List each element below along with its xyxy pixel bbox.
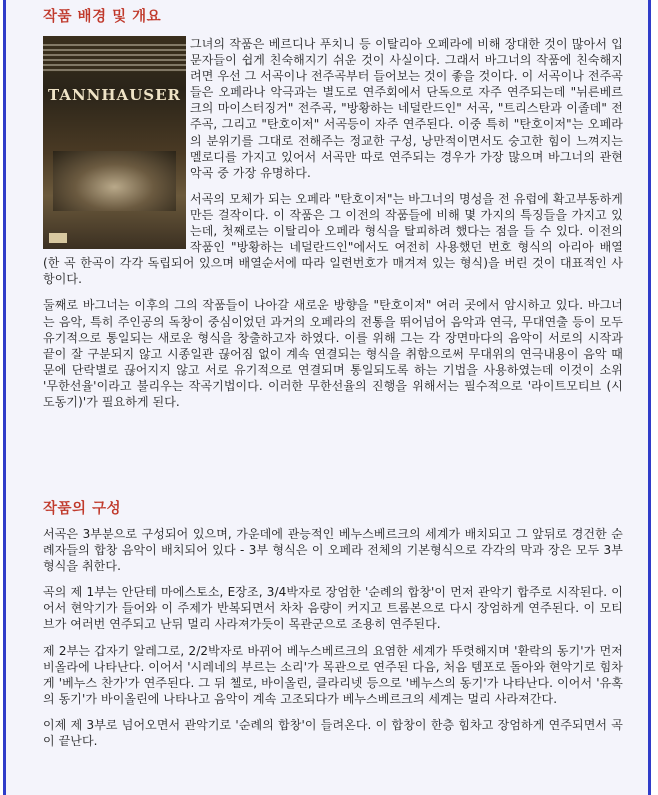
cover-title: TANNHAUSER <box>47 86 182 104</box>
dvd-logo-icon <box>49 233 67 243</box>
paragraph: 서곡은 3부분으로 구성되어 있으며, 가운데에 관능적인 베누스베르크의 세계가 배치되고 그 앞뒤로 경건한 순례자들의 합창 음악이 배치되어 있다 - 3부 형식은 이 오페라 전체의 기본형식으로 각각의 막과 장은 모두 3부 형식을 취한다. <box>43 527 623 574</box>
paragraph: 곡의 제 1부는 안단테 마에스토소, E장조, 3/4박자로 장엄한 '순례의 합창'이 먼저 관악기 합주로 시작된다. 이어서 현악기가 들어와 이 주제가 반복되면서 차차 음량이 커지고 트롬본으로 다시 장엄하게 연주된다. 이 모티브가 여러번 연주되고 난뒤 멀리 사라져가듯이 목관군으로 조용히 연주된다. <box>43 585 623 632</box>
section-structure <box>43 526 623 759</box>
cover-label-lines <box>43 44 186 72</box>
paragraph: 둘째로 바그너는 이후의 그의 작품들이 나아갈 새로운 방향을 "탄호이저" 여러 곳에서 암시하고 있다. 바그너는 음악, 특히 주인공의 독창이 중심이었던 과거의 오페라의 전통을 뛰어넘어 음악과 연극, 무대연출 등이 모두 유기적으로 통일되는 새로운 형식을 창출하고자 하였다. 이를 위해 그는 각 장면마다의 음악이 서로의 시작과 끝이 잘 구분되지 않고 시종일관 끊어짐 없이 계속 연결되는 형식을 취함으로써 무대위의 연극내용이 음악 때문에 단락별로 끊어지지 않고 서로 유기적으로 연결되며 통일되도록 하는 기법을 사용하였는데 이것이 소위 '무한선율'이라고 불리우는 작곡기법이다. 이러한 무한선율의 진행을 위해서는 필수적으로 '라이트모티브 (시도동기)'가 필요하게 된다. <box>43 298 623 409</box>
cover-stage-image <box>53 151 176 211</box>
content-frame <box>3 0 651 795</box>
paragraph: 그녀의 작품은 베르디나 푸치니 등 이탈리아 오페라에 비해 장대한 것이 많아서 입문자들이 쉽게 친숙해지기 쉬운 것이 사실이다. 그래서 바그너의 작품에 친숙해지려면 우선 그 서곡이나 전주곡부터 들어보는 것이 좋을 것이다. 이 서곡이나 전주곡들은 오페라나 악극과는 별도로 연주회에서 단독으로 자주 연주되는데 "뉘른베르크의 마이스터징거" 전주곡, "방황하는 네덜란드인" 서곡, "트리스탄과 이졸데" 전주곡, 그리고 "탄호이저" 서곡등이 자주 연주된다. 이중 특히 "탄호이저"는 오페라의 분위기를 그대로 전해주는 정교한 구성, 낭만적이면서도 숭고한 힘이 느껴지는 멜로디를 가지고 있어서 서곡만 따로 연주되는 경우가 가장 많으며 바그너의 관현악곡 중 가장 유명하다. <box>190 37 623 180</box>
paragraph: 제 2부는 갑자기 알레그로, 2/2박자로 바뀌어 베누스베르크의 요염한 세계가 뚜렷해지며 '환락의 동기'가 먼저 비올라에 나타난다. 이어서 '시레네의 부르는 소리'가 목관으로 연주된 다음, 처음 템포로 돌아와 현악기로 힘차게 '베누스 찬가'가 연주된다. 그 뒤 첼로, 바이올린, 클라리넷 등으로 '베누스의 동기'가 나타난다. 이어서 '유혹의 동기'가 바이올린에 나타나고 음악이 계속 고조되다가 베누스베르크의 세계는 멀리 사라져간다. <box>43 643 623 706</box>
paragraph: 이제 제 3부로 넘어오면서 관악기로 '순례의 합창'이 들려온다. 이 합창이 한층 힘차고 장엄하게 연주되면서 곡이 끝난다. <box>43 717 623 749</box>
section-heading-structure: 작품의 구성 <box>43 501 122 517</box>
section-heading-background: 작품 배경 및 개요 <box>43 9 162 25</box>
album-cover-image <box>43 36 186 249</box>
paragraph: 서곡의 모체가 되는 오페라 "탄호이저"는 바그너의 명성을 전 유럽에 확고부동하게 만든 걸작이다. 이 작품은 그 이전의 작품들에 비해 몇 가지의 특징들을 가지고 있는데, 첫째로는 이탈리아 오페라 형식을 탈피하려 했다는 점을 들 수 있다. 이전의 작품인 "방황하는 네덜란드인"에서도 여전히 사용했던 번호 형식의 아리아 배열 (한 곡 한곡이 각각 독립되어 있으며 배열순서에 따라 일련번호가 매겨져 있는 형식)을 버린 것이 대표적인 사항이다. <box>43 191 623 287</box>
section-background <box>43 36 623 420</box>
